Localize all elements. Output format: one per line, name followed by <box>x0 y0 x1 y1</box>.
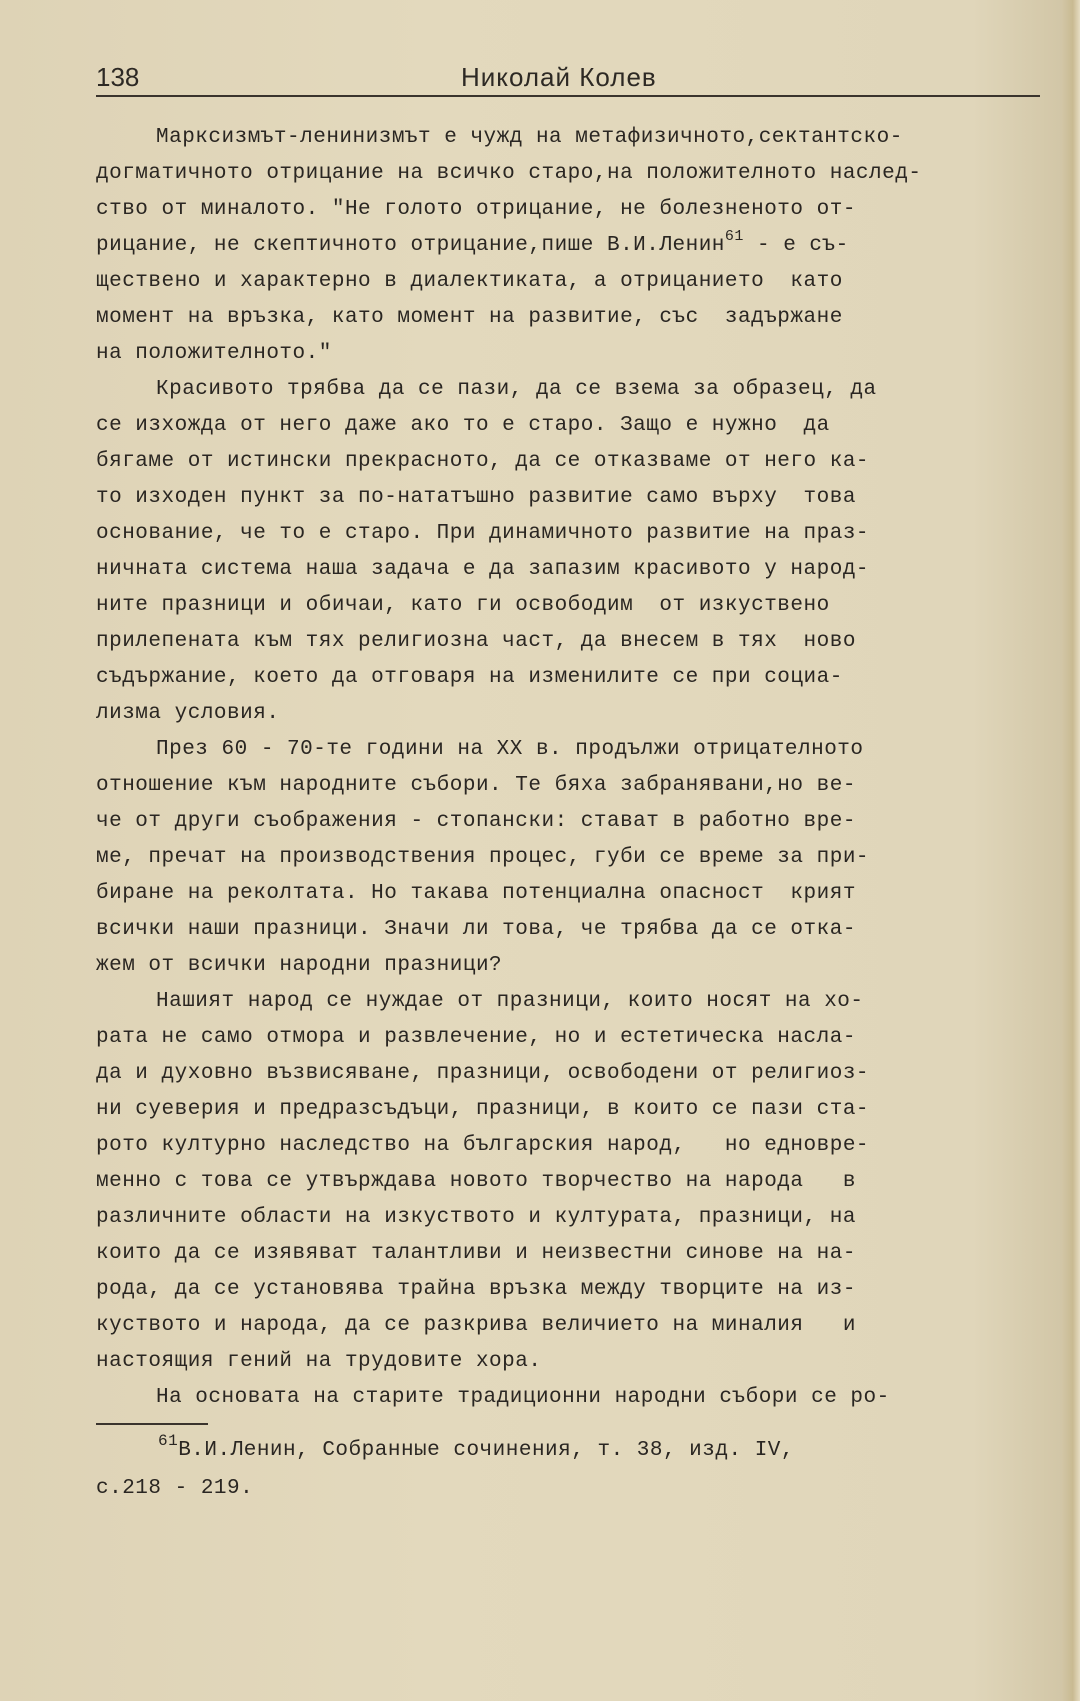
text-line: че от други съображения - стопански: стават в работно вре- <box>96 810 856 833</box>
text-line: Марксизмът-ленинизмът е чужд на метафизичното,сектантско- <box>156 126 903 149</box>
text-line: бягаме от истински прекрасното, да се отказваме от него ка- <box>96 450 870 473</box>
text-line: менно с това се утвърждава новото творчество на народа в <box>96 1170 856 1193</box>
text-line: отношение към народните събори. Те бяха забранявани,но ве- <box>96 774 856 797</box>
text-line-start: рицание, не скептичното отрицание,пише В.И.Ленин <box>96 234 725 257</box>
text-line: прилепената към тях религиозна част, да внесем в тях ново <box>96 630 856 653</box>
text-line: рото културно наследство на българския народ, но едновре- <box>96 1134 870 1157</box>
footnote-reference: 61 <box>724 228 744 245</box>
text-line: ме, пречат на производствения процес, губи се време за при- <box>96 846 870 869</box>
page-edge <box>1062 0 1080 1701</box>
text-line: биране на реколтата. Но такава потенциална опасност крият <box>96 882 856 905</box>
text-line: ните празници и обичаи, като ги освободим от изкуствено <box>96 594 830 617</box>
header-rule <box>96 95 1040 97</box>
text-line-end: - е съ- <box>743 234 849 257</box>
text-line <box>96 228 1044 264</box>
text-line: всички наши празници. Значи ли това, че трябва да се отка- <box>96 918 856 941</box>
page-number: 138 <box>96 62 140 92</box>
text-line: да и духовно възвисяване, празници, освободени от религиоз- <box>96 1062 870 1085</box>
text-line: които да се изявяват талантливи и неизвестни синове на на- <box>96 1242 856 1265</box>
text-line: ничната система наша задача е да запазим красивото у народ- <box>96 558 870 581</box>
text-line: Красивото трябва да се пази, да се взема за образец, да <box>156 378 877 401</box>
text-line: ни суеверия и предразсъдъци, празници, в които се пази ста- <box>96 1098 870 1121</box>
text-line: настоящия гений на трудовите хора. <box>96 1350 542 1373</box>
text-line: се изхожда от него даже ако то е старо. Защо е нужно да <box>96 414 830 437</box>
text-line: основание, че то е старо. При динамичното развитие на праз- <box>96 522 870 545</box>
text-line: лизма условия. <box>96 702 280 725</box>
text-line: момент на връзка, като момент на развитие, със задържане <box>96 306 843 329</box>
footnote-rule <box>96 1423 208 1425</box>
text-line: През 60 - 70-те години на XX в. продължи отрицателното <box>156 738 864 761</box>
footnote-number: 61 <box>158 1432 179 1450</box>
text-line: на положителното." <box>96 342 332 365</box>
text-line: то изходен пункт за по-нататъшно развитие само върху това <box>96 486 856 509</box>
footnote-line: с.218 - 219. <box>96 1477 254 1500</box>
running-title: Николай Колев <box>461 62 657 92</box>
text-line: съдържание, което да отговаря на изменилите се при социа- <box>96 666 843 689</box>
page-header <box>96 58 1040 98</box>
text-line: На основата на старите традиционни народни събори се ро- <box>156 1386 890 1409</box>
text-line: рата не само отмора и развлечение, но и естетическа насла- <box>96 1026 856 1049</box>
body-text <box>96 120 1044 1416</box>
text-line: жем от всички народни празници? <box>96 954 503 977</box>
text-line: Нашият народ се нуждае от празници, които носят на хо- <box>156 990 864 1013</box>
footnote-line <box>96 1432 1044 1470</box>
text-line: ществено и характерно в диалектиката, а отрицанието като <box>96 270 843 293</box>
text-line: рода, да се установява трайна връзка между творците на из- <box>96 1278 856 1301</box>
footnote-text: В.И.Ленин, Собранные сочинения, т. 38, изд. IV, <box>178 1439 794 1462</box>
text-line: ство от миналото. "Не голото отрицание, не болезненото от- <box>96 198 856 221</box>
text-line: догматичното отрицание на всичко старо,на положителното наслед- <box>96 162 922 185</box>
text-line: различните области на изкуството и културата, празници, на <box>96 1206 856 1229</box>
footnote <box>96 1432 1044 1508</box>
text-line: куството и народа, да се разкрива величието на миналия и <box>96 1314 856 1337</box>
